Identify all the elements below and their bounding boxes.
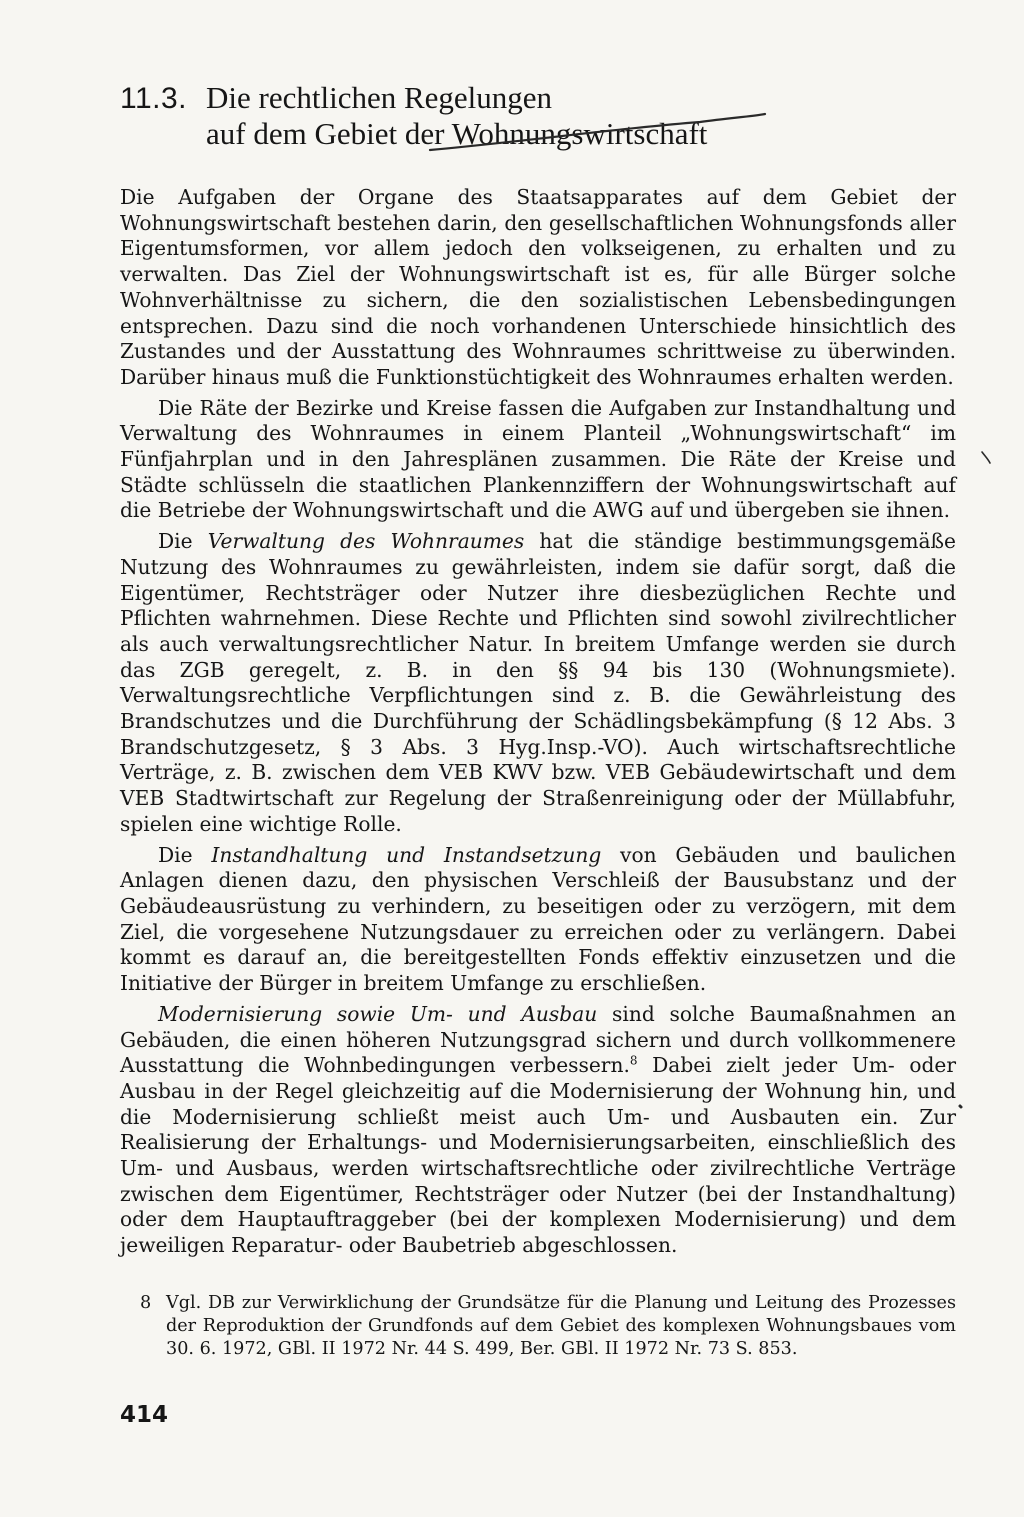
paragraph-4-emphasis: Instandhaltung und Instandsetzung: [211, 842, 602, 867]
paragraph-3: [120, 529, 956, 837]
paragraph-4-lead: Die: [158, 842, 212, 867]
body-text: [120, 185, 956, 1264]
paragraph-5-text: sind solche Baumaßnahmen an Gebäuden, die einen höheren Nutzungsgrad sichern und durch vollkommenere Ausstattung die Wohnbedingungen verbessern.: [120, 1001, 956, 1078]
footnote-reference[interactable]: 8: [629, 1053, 638, 1068]
paragraph-3-lead: Die: [158, 529, 208, 554]
margin-dot-mark: [960, 1106, 961, 1107]
paragraph-2: [120, 396, 956, 525]
paragraph-5-text-after: Dabei zielt jeder Um- oder Ausbau in der Regel gleichzeitig auf die Modernisierung der Wohnung hin, und die Modernisierung schließt meist auch Um- und Ausbauten ein. Zur Realisierung der Erhaltungs- und Modernisierungsarbeiten, einschließlich des Um- und Ausbaus, werden wirtschaftsrechtliche oder zivilrechtliche Verträge zwischen dem Eigentümer, Rechtsträger oder Nutzer (bei der Instandhaltung) oder dem Hauptauftraggeber (bei der komplexen Modernisierung) und dem jeweiligen Reparatur- oder Baubetrieb abgeschlossen.: [120, 1053, 956, 1258]
paragraph-3-text: hat die ständige bestimmungsgemäße Nutzung des Wohnraumes zu gewährleisten, indem sie dafür sorgt, daß die Eigentümer, Rechtsträger oder Nutzer ihre diesbezüglichen Rechte und Pflichten wahrnehmen. Diese Rechte und Pflichten sind sowohl zivilrechtlicher als auch verwaltungsrechtlicher Natur. In breitem Umfange werden sie durch das ZGB geregelt, z. B. in den §§ 94 bis 130 (Wohnungsmiete). Verwaltungsrechtliche Verpflichtungen sind z. B. die Gewährleistung des Brandschutzes und die Durchführung der Schädlingsbekämpfung (§ 12 Abs. 3 Brandschutzgesetz, § 3 Abs. 3 Hyg.Insp.-VO). Auch wirtschaftsrechtliche Verträge, z. B. zwischen dem VEB KWV bzw. VEB Gebäudewirtschaft und dem VEB Stadtwirtschaft zur Regelung der Straßenreinigung oder der Müllabfuhr, spielen eine wichtige Rolle.: [120, 529, 956, 836]
paragraph-1-text: Die Aufgaben der Organe des Staatsapparates auf dem Gebiet der Wohnungswirtschaft bestehen darin, den gesellschaftlichen Wohnungsfonds aller Eigentumsformen, vor allem jedoch den volkseigenen, zu erhalten und zu verwalten. Das Ziel der Wohnungswirtschaft ist es, für alle Bürger solche Wohnverhältnisse zu sichern, die den sozialistischen Lebensbedingungen entsprechen. Dazu sind die noch vorhandenen Unterschiede hinsichtlich des Zustandes und der Ausstattung des Wohnraumes schrittweise zu überwinden. Darüber hinaus muß die Funktionstüchtigkeit des Wohnraumes erhalten werden.: [120, 185, 956, 389]
section-title-line-2: auf dem Gebiet der Wohnungswirtschaft: [206, 116, 708, 151]
paragraph-4-text: von Gebäuden und baulichen Anlagen dienen dazu, den physischen Verschleiß der Bausubstanz und der Gebäudeausrüstung zu verhindern, zu beseitigen oder zu verzögern, mit dem Ziel, die vorgesehene Nutzungsdauer zu erreichen oder zu verlängern. Dabei kommt es darauf an, die bereitgestellten Fonds effektiv einzusetzen und die Initiative der Bürger in breitem Umfange zu erschließen.: [120, 842, 956, 996]
paragraph-5: [120, 1002, 956, 1259]
paragraph-2-text: Die Räte der Bezirke und Kreise fassen die Aufgaben zur Instandhaltung und Verwaltung des Wohnraumes in einem Planteil „Wohnungswirtschaft“ im Fünfjahrplan und in den Jahresplänen zusammen. Die Räte der Kreise und Städte schlüsseln die staatlichen Plankennziffern der Wohnungswirtschaft auf die Betriebe der Wohnungswirtschaft und die AWG auf und übergeben sie ihnen.: [120, 395, 956, 523]
paragraph-5-emphasis: Modernisierung sowie Um- und Ausbau: [158, 1001, 598, 1026]
paragraph-1: [120, 185, 956, 391]
footnote-text: Vgl. DB zur Verwirklichung der Grundsätze für die Planung und Leitung des Prozesses der Reproduktion der Grundfonds auf dem Gebiet des komplexen Wohnungsbaues vom 30. 6. 1972, GBl. II 1972 Nr. 44 S. 499, Ber. GBl. II 1972 Nr. 73 S. 853.: [166, 1293, 956, 1359]
section-title-line-1: Die rechtlichen Regelungen: [206, 80, 553, 115]
margin-tick-mark: [982, 452, 990, 463]
page-number: 414: [120, 1402, 169, 1428]
section-number: 11.3.: [120, 82, 187, 115]
footnote: [140, 1292, 956, 1361]
paragraph-4: [120, 843, 956, 997]
paragraph-3-emphasis: Verwaltung des Wohnraumes: [207, 529, 525, 554]
footnote-number: 8: [140, 1293, 152, 1313]
